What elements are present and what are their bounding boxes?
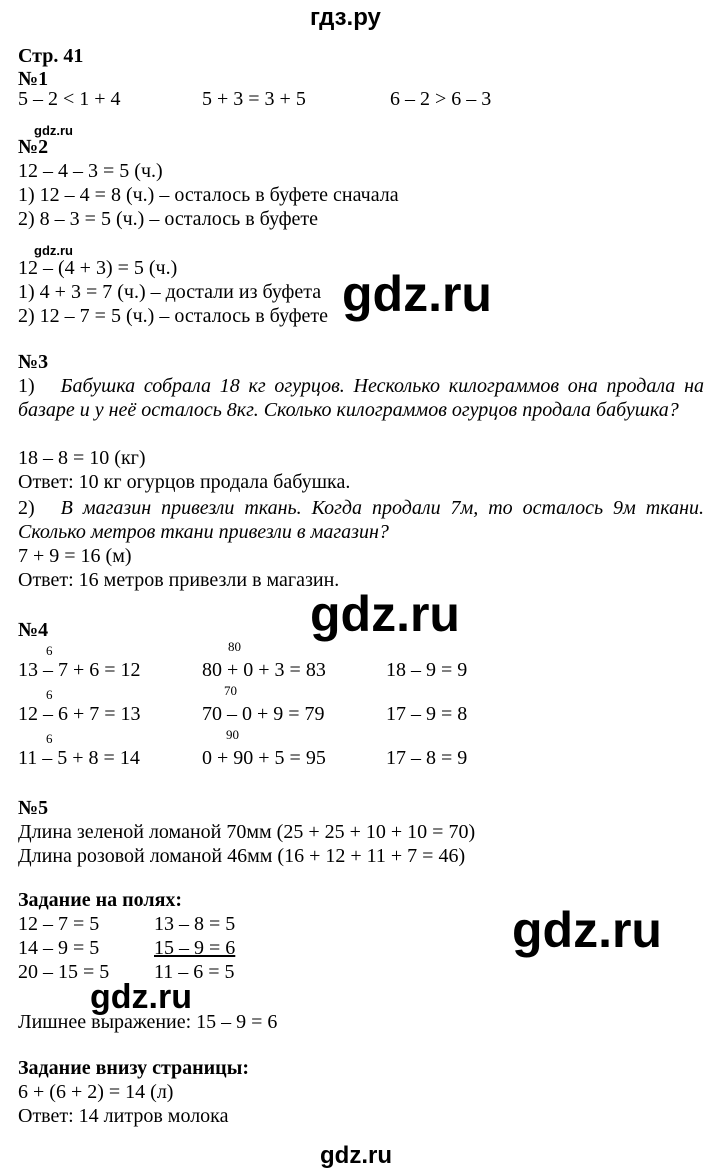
task-3-expression: 7 + 9 = 16 (м) bbox=[18, 545, 132, 567]
task-2-step: 1) 12 – 4 = 8 (ч.) – осталось в буфете сначала bbox=[18, 184, 399, 206]
margins-expression: 20 – 15 = 5 bbox=[18, 961, 110, 983]
problem-text: Бабушка собрала 18 кг огурцов. Несколько килограммов она продала на базаре и у неё осталось 8кг. Сколько килограммов огурцов продала бабушка? bbox=[18, 375, 704, 421]
task-4-expression: 11 – 5 + 8 = 14 bbox=[18, 747, 140, 769]
superscript-hint: 6 bbox=[46, 643, 53, 658]
margins-expression: 12 – 7 = 5 bbox=[18, 913, 100, 935]
watermark-small: gdz.ru bbox=[34, 123, 73, 138]
task-5-line: Длина зеленой ломаной 70мм (25 + 25 + 10 + 10 = 70) bbox=[18, 821, 476, 843]
task-3-answer: Ответ: 16 метров привезли в магазин. bbox=[18, 569, 340, 591]
margins-expression: 14 – 9 = 5 bbox=[18, 937, 100, 959]
task-3-answer: Ответ: 10 кг огурцов продала бабушка. bbox=[18, 471, 351, 493]
header-watermark: гдз.ру bbox=[310, 4, 381, 31]
task-4-expression: 17 – 9 = 8 bbox=[386, 703, 468, 725]
problem-text: В магазин привезли ткань. Когда продали 7м, то осталось 9м ткани. Сколько метров ткани привезли в магазин? bbox=[18, 497, 704, 543]
task-4-expression: 80 + 0 + 3 = 83 bbox=[202, 659, 326, 681]
task-4-expression: 17 – 8 = 9 bbox=[386, 747, 468, 769]
footer-watermark: gdz.ru bbox=[320, 1142, 392, 1169]
superscript-hint: 80 bbox=[228, 639, 241, 654]
task-2-expression: 12 – 4 – 3 = 5 (ч.) bbox=[18, 160, 163, 182]
watermark-medium: gdz.ru bbox=[90, 978, 192, 1016]
bottom-task-answer: Ответ: 14 литров молока bbox=[18, 1105, 229, 1127]
task-5-title: №5 bbox=[18, 797, 49, 819]
task-5-line: Длина розовой ломаной 46мм (16 + 12 + 11 + 7 = 46) bbox=[18, 845, 466, 867]
task-4-expression: 12 – 6 + 7 = 13 bbox=[18, 703, 141, 725]
watermark-large: gdz.ru bbox=[310, 586, 460, 642]
task-4-expression: 13 – 7 + 6 = 12 bbox=[18, 659, 141, 681]
margins-extra-expression: Лишнее выражение: 15 – 9 = 6 bbox=[18, 1011, 278, 1033]
task-4-expression: 0 + 90 + 5 = 95 bbox=[202, 747, 326, 769]
task-3-problem-1 bbox=[18, 374, 704, 422]
superscript-hint: 6 bbox=[46, 687, 53, 702]
bottom-task-title: Задание внизу страницы: bbox=[18, 1057, 249, 1079]
task-3-expression: 18 – 8 = 10 (кг) bbox=[18, 447, 146, 469]
task-2-step: 2) 12 – 7 = 5 (ч.) – осталось в буфете bbox=[18, 305, 329, 327]
superscript-hint: 70 bbox=[224, 683, 237, 698]
margins-expression: 13 – 8 = 5 bbox=[154, 913, 236, 935]
task-3-problem-2 bbox=[18, 496, 704, 544]
watermark-small: gdz.ru bbox=[34, 243, 73, 258]
bottom-task-expression: 6 + (6 + 2) = 14 (л) bbox=[18, 1081, 174, 1103]
task-3-title: №3 bbox=[18, 351, 49, 373]
watermark-large: gdz.ru bbox=[512, 902, 662, 958]
task-4-expression: 70 – 0 + 9 = 79 bbox=[202, 703, 325, 725]
problem-number: 2) bbox=[18, 497, 35, 519]
watermark-large: gdz.ru bbox=[342, 266, 492, 322]
task-2-title: №2 bbox=[18, 136, 49, 158]
margins-expression: 11 – 6 = 5 bbox=[154, 961, 235, 983]
task-1-title: №1 bbox=[18, 68, 49, 90]
superscript-hint: 90 bbox=[226, 727, 239, 742]
margins-task-title: Задание на полях: bbox=[18, 889, 183, 911]
task-1-item: 5 – 2 < 1 + 4 bbox=[18, 88, 121, 110]
task-1-item: 5 + 3 = 3 + 5 bbox=[202, 88, 306, 110]
problem-number: 1) bbox=[18, 375, 35, 397]
task-1-item: 6 – 2 > 6 – 3 bbox=[390, 88, 492, 110]
page-label: Стр. 41 bbox=[18, 45, 84, 67]
task-4-expression: 18 – 9 = 9 bbox=[386, 659, 468, 681]
margins-expression-odd-one: 15 – 9 = 6 bbox=[154, 937, 236, 959]
task-2-step: 2) 8 – 3 = 5 (ч.) – осталось в буфете bbox=[18, 208, 319, 230]
task-2-expression: 12 – (4 + 3) = 5 (ч.) bbox=[18, 257, 178, 279]
task-2-step: 1) 4 + 3 = 7 (ч.) – достали из буфета bbox=[18, 281, 322, 303]
superscript-hint: 6 bbox=[46, 731, 53, 746]
task-4-title: №4 bbox=[18, 619, 49, 641]
